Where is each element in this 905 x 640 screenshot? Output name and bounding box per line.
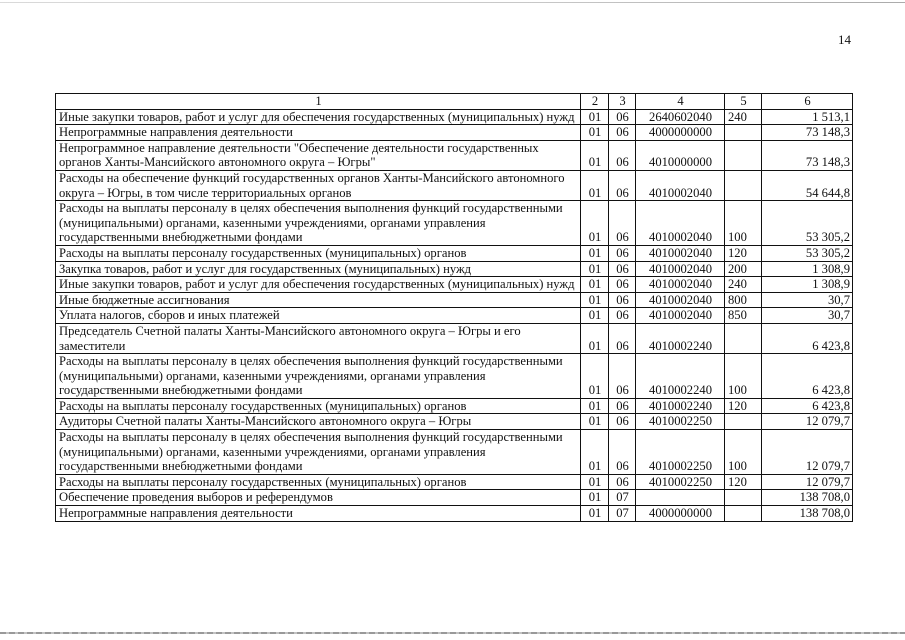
cell-expense-type: 120	[725, 398, 762, 414]
cell-amount: 73 148,3	[762, 125, 853, 141]
cell-expense-type: 100	[725, 430, 762, 475]
cell-section: 01	[581, 506, 609, 522]
cell-target-article: 4010002250	[636, 474, 725, 490]
cell-expense-type: 200	[725, 261, 762, 277]
cell-subsection: 06	[609, 398, 636, 414]
cell-name: Уплата налогов, сборов и иных платежей	[56, 308, 581, 324]
cell-target-article: 4010002240	[636, 354, 725, 399]
cell-amount: 1 513,1	[762, 109, 853, 125]
cell-name: Расходы на выплаты персоналу государственных (муниципальных) органов	[56, 245, 581, 261]
table-row	[56, 430, 853, 475]
cell-name: Иные закупки товаров, работ и услуг для обеспечения государственных (муниципальных) нужд	[56, 277, 581, 293]
cell-amount: 138 708,0	[762, 506, 853, 522]
cell-amount: 30,7	[762, 292, 853, 308]
cell-expense-type	[725, 490, 762, 506]
cell-name: Расходы на выплаты персоналу государственных (муниципальных) органов	[56, 398, 581, 414]
table-row	[56, 140, 853, 170]
cell-target-article: 2640602040	[636, 109, 725, 125]
cell-subsection: 06	[609, 323, 636, 353]
cell-subsection: 07	[609, 506, 636, 522]
cell-expense-type: 240	[725, 109, 762, 125]
cell-expense-type: 850	[725, 308, 762, 324]
table-row	[56, 490, 853, 506]
table-row	[56, 170, 853, 200]
cell-expense-type: 240	[725, 277, 762, 293]
cell-name: Расходы на выплаты персоналу в целях обеспечения выполнения функций государственными (муниципальными) органами, казенными учреждениями, органами управления государственными внебюджетными фондами	[56, 201, 581, 246]
table-row	[56, 474, 853, 490]
cell-amount: 1 308,9	[762, 277, 853, 293]
cell-name: Непрограммные направления деятельности	[56, 125, 581, 141]
table-row	[56, 245, 853, 261]
header-cell-vr: 5	[725, 94, 762, 110]
cell-subsection: 06	[609, 414, 636, 430]
cell-section: 01	[581, 261, 609, 277]
cell-target-article: 4010000000	[636, 140, 725, 170]
table-row	[56, 398, 853, 414]
cell-amount: 73 148,3	[762, 140, 853, 170]
cell-amount: 12 079,7	[762, 430, 853, 475]
table-header-row	[56, 94, 853, 110]
cell-expense-type	[725, 140, 762, 170]
cell-subsection: 06	[609, 170, 636, 200]
cell-subsection: 06	[609, 474, 636, 490]
cell-expense-type	[725, 323, 762, 353]
cell-amount: 54 644,8	[762, 170, 853, 200]
scan-bottom-edge	[0, 632, 905, 634]
header-cell-pr: 3	[609, 94, 636, 110]
scan-top-edge	[0, 2, 905, 3]
cell-name: Председатель Счетной палаты Ханты-Мансийского автономного округа – Югры и его заместители	[56, 323, 581, 353]
cell-amount: 12 079,7	[762, 474, 853, 490]
cell-amount: 30,7	[762, 308, 853, 324]
cell-section: 01	[581, 140, 609, 170]
cell-amount: 53 305,2	[762, 201, 853, 246]
table-row	[56, 109, 853, 125]
table-row	[56, 277, 853, 293]
cell-expense-type: 100	[725, 201, 762, 246]
cell-expense-type: 800	[725, 292, 762, 308]
cell-name: Закупка товаров, работ и услуг для государственных (муниципальных) нужд	[56, 261, 581, 277]
cell-subsection: 06	[609, 308, 636, 324]
cell-target-article: 4010002040	[636, 245, 725, 261]
page-number: 14	[838, 32, 851, 47]
cell-subsection: 06	[609, 140, 636, 170]
cell-amount: 6 423,8	[762, 354, 853, 399]
header-cell-sum: 6	[762, 94, 853, 110]
table-row	[56, 125, 853, 141]
cell-section: 01	[581, 170, 609, 200]
cell-section: 01	[581, 109, 609, 125]
table-row	[56, 308, 853, 324]
cell-subsection: 06	[609, 201, 636, 246]
cell-amount: 12 079,7	[762, 414, 853, 430]
table-row	[56, 354, 853, 399]
cell-name: Непрограммное направление деятельности "Обеспечение деятельности государственных органов Ханты-Мансийского автономного округа – Югры"	[56, 140, 581, 170]
cell-target-article: 4000000000	[636, 506, 725, 522]
cell-expense-type	[725, 125, 762, 141]
cell-name: Аудиторы Счетной палаты Ханты-Мансийского автономного округа – Югры	[56, 414, 581, 430]
cell-section: 01	[581, 430, 609, 475]
cell-expense-type: 120	[725, 245, 762, 261]
cell-expense-type	[725, 170, 762, 200]
cell-name: Непрограммные направления деятельности	[56, 506, 581, 522]
cell-subsection: 07	[609, 490, 636, 506]
table-row	[56, 414, 853, 430]
cell-subsection: 06	[609, 125, 636, 141]
cell-amount: 6 423,8	[762, 323, 853, 353]
cell-section: 01	[581, 308, 609, 324]
cell-target-article: 4000000000	[636, 125, 725, 141]
cell-amount: 138 708,0	[762, 490, 853, 506]
cell-name: Расходы на выплаты персоналу в целях обеспечения выполнения функций государственными (муниципальными) органами, казенными учреждениями, органами управления государственными внебюджетными фондами	[56, 430, 581, 475]
table-row	[56, 261, 853, 277]
cell-target-article: 4010002240	[636, 398, 725, 414]
cell-target-article: 4010002040	[636, 170, 725, 200]
cell-name: Расходы на обеспечение функций государственных органов Ханты-Мансийского автономного округа – Югры, в том числе территориальных органов	[56, 170, 581, 200]
cell-target-article: 4010002250	[636, 414, 725, 430]
table-row	[56, 323, 853, 353]
cell-section: 01	[581, 474, 609, 490]
cell-target-article: 4010002040	[636, 261, 725, 277]
cell-section: 01	[581, 398, 609, 414]
budget-table	[55, 93, 853, 522]
cell-subsection: 06	[609, 354, 636, 399]
cell-expense-type	[725, 414, 762, 430]
cell-section: 01	[581, 245, 609, 261]
cell-section: 01	[581, 323, 609, 353]
cell-amount: 1 308,9	[762, 261, 853, 277]
cell-target-article: 4010002250	[636, 430, 725, 475]
cell-section: 01	[581, 490, 609, 506]
header-cell-rz: 2	[581, 94, 609, 110]
cell-target-article: 4010002240	[636, 323, 725, 353]
cell-subsection: 06	[609, 261, 636, 277]
table-row	[56, 292, 853, 308]
cell-target-article: 4010002040	[636, 308, 725, 324]
cell-target-article	[636, 490, 725, 506]
cell-amount: 6 423,8	[762, 398, 853, 414]
cell-amount: 53 305,2	[762, 245, 853, 261]
cell-target-article: 4010002040	[636, 201, 725, 246]
cell-name: Иные бюджетные ассигнования	[56, 292, 581, 308]
cell-expense-type: 100	[725, 354, 762, 399]
cell-name: Иные закупки товаров, работ и услуг для обеспечения государственных (муниципальных) нужд	[56, 109, 581, 125]
header-cell-name: 1	[56, 94, 581, 110]
cell-section: 01	[581, 414, 609, 430]
cell-section: 01	[581, 292, 609, 308]
cell-name: Расходы на выплаты персоналу в целях обеспечения выполнения функций государственными (муниципальными) органами, казенными учреждениями, органами управления государственными внебюджетными фондами	[56, 354, 581, 399]
cell-expense-type: 120	[725, 474, 762, 490]
cell-subsection: 06	[609, 109, 636, 125]
cell-section: 01	[581, 277, 609, 293]
cell-target-article: 4010002040	[636, 292, 725, 308]
cell-name: Расходы на выплаты персоналу государственных (муниципальных) органов	[56, 474, 581, 490]
cell-section: 01	[581, 125, 609, 141]
cell-subsection: 06	[609, 245, 636, 261]
cell-expense-type	[725, 506, 762, 522]
cell-section: 01	[581, 354, 609, 399]
cell-subsection: 06	[609, 292, 636, 308]
table-row	[56, 506, 853, 522]
header-cell-csr: 4	[636, 94, 725, 110]
table-row	[56, 201, 853, 246]
cell-subsection: 06	[609, 277, 636, 293]
cell-name: Обеспечение проведения выборов и референдумов	[56, 490, 581, 506]
cell-subsection: 06	[609, 430, 636, 475]
cell-section: 01	[581, 201, 609, 246]
cell-target-article: 4010002040	[636, 277, 725, 293]
